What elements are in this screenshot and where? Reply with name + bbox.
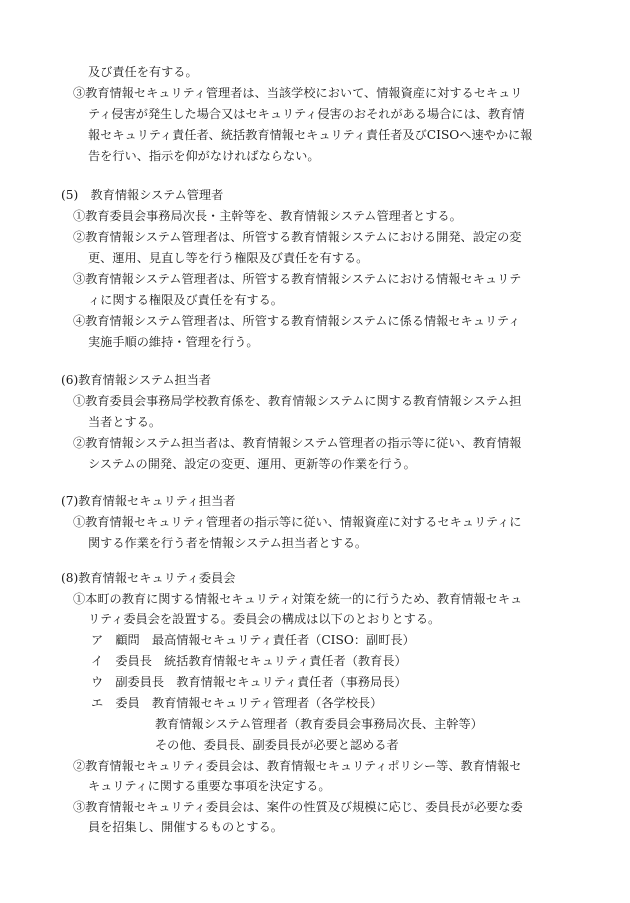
list-item-1: ①本町の教育に関する情報セキュリティ対策を統一的に行うため、教育情報セキュ xyxy=(73,592,523,606)
list-item-2-continued: キュリティに関する重要な事項を決定する。 xyxy=(88,779,331,793)
list-item-2-continued: システムの開発、設定の変更、運用、更新等の作業を行う。 xyxy=(88,457,416,471)
committee-member-members-3: その他、委員長、副委員長が必要と認める者 xyxy=(155,738,399,752)
committee-member-members-2: 教育情報システム管理者（教育委員会事務局次長、主幹等） xyxy=(155,717,483,731)
continued-text: 及び責任を有する。 xyxy=(88,65,198,79)
list-item-3: ③教育情報セキュリティ管理者は、当該学校において、情報資産に対するセキュリ xyxy=(73,86,523,100)
list-item-3: ③教育情報システム管理者は、所管する教育情報システムにおける情報セキュリテ xyxy=(73,272,522,286)
list-item-1: ①教育委員会事務局学校教育係を、教育情報システムに関する教育情報システム担 xyxy=(73,394,522,408)
section-heading-6: (6)教育情報システム担当者 xyxy=(61,373,212,387)
list-item-2-continued: 更、運用、見直し等を行う権限及び責任を有する。 xyxy=(88,251,369,265)
list-item-1: ①教育情報セキュリティ管理者の指示等に従い、情報資産に対するセキュリティに xyxy=(73,515,522,529)
committee-member-chair: イ 委員長 統括教育情報セキュリティ責任者（教育長） xyxy=(91,654,407,668)
list-item-3: ③教育情報セキュリティ委員会は、案件の性質及び規模に応じ、委員長が必要な委 xyxy=(73,800,523,814)
committee-member-members: エ 委員 教育情報セキュリティ管理者（各学校長） xyxy=(91,696,383,710)
section-heading-8: (8)教育情報セキュリティ委員会 xyxy=(61,571,236,585)
list-item-1-continued: 関する作業を行う者を情報システム担当者とする。 xyxy=(88,536,368,550)
list-item-2: ②教育情報システム担当者は、教育情報システム管理者の指示等に従い、教育情報 xyxy=(73,436,522,450)
list-item-3-continued: ィに関する権限及び責任を有する。 xyxy=(88,293,283,307)
section-heading-5: (5) 教育情報システム管理者 xyxy=(61,188,224,202)
section-heading-7: (7)教育情報セキュリティ担当者 xyxy=(61,494,236,508)
list-item-4-continued: 実施手順の維持・管理を行う。 xyxy=(88,335,259,349)
list-item-3-continued: ティ侵害が発生した場合又はセキュリティ侵害のおそれがある場合には、教育情 xyxy=(88,107,525,121)
list-item-4: ④教育情報システム管理者は、所管する教育情報システムに係る情報セキュリティ xyxy=(73,314,521,328)
list-item-1-continued: リティ委員会を設置する。委員会の構成は以下のとおりとする。 xyxy=(88,612,441,626)
list-item-1-continued: 当者とする。 xyxy=(88,415,162,429)
list-item-2: ②教育情報システム管理者は、所管する教育情報システムにおける開発、設定の変 xyxy=(73,230,522,244)
list-item-3-continued: 告を行い、指示を仰がなければならない。 xyxy=(88,149,320,163)
committee-member-vice-chair: ウ 副委員長 教育情報セキュリティ責任者（事務局長） xyxy=(91,675,407,689)
list-item-1: ①教育委員会事務局次長・主幹等を、教育情報システム管理者とする。 xyxy=(73,209,462,223)
committee-member-advisor: ア 顧問 最高情報セキュリティ責任者（CISO：副町長） xyxy=(91,633,415,647)
list-item-3-continued: 報セキュリティ責任者、統括教育情報セキュリティ責任者及びCISOへ速やかに報 xyxy=(88,128,533,142)
list-item-3-continued: 員を招集し、開催するものとする。 xyxy=(88,820,283,834)
list-item-2: ②教育情報セキュリティ委員会は、教育情報セキュリティポリシー等、教育情報セ xyxy=(73,759,522,773)
